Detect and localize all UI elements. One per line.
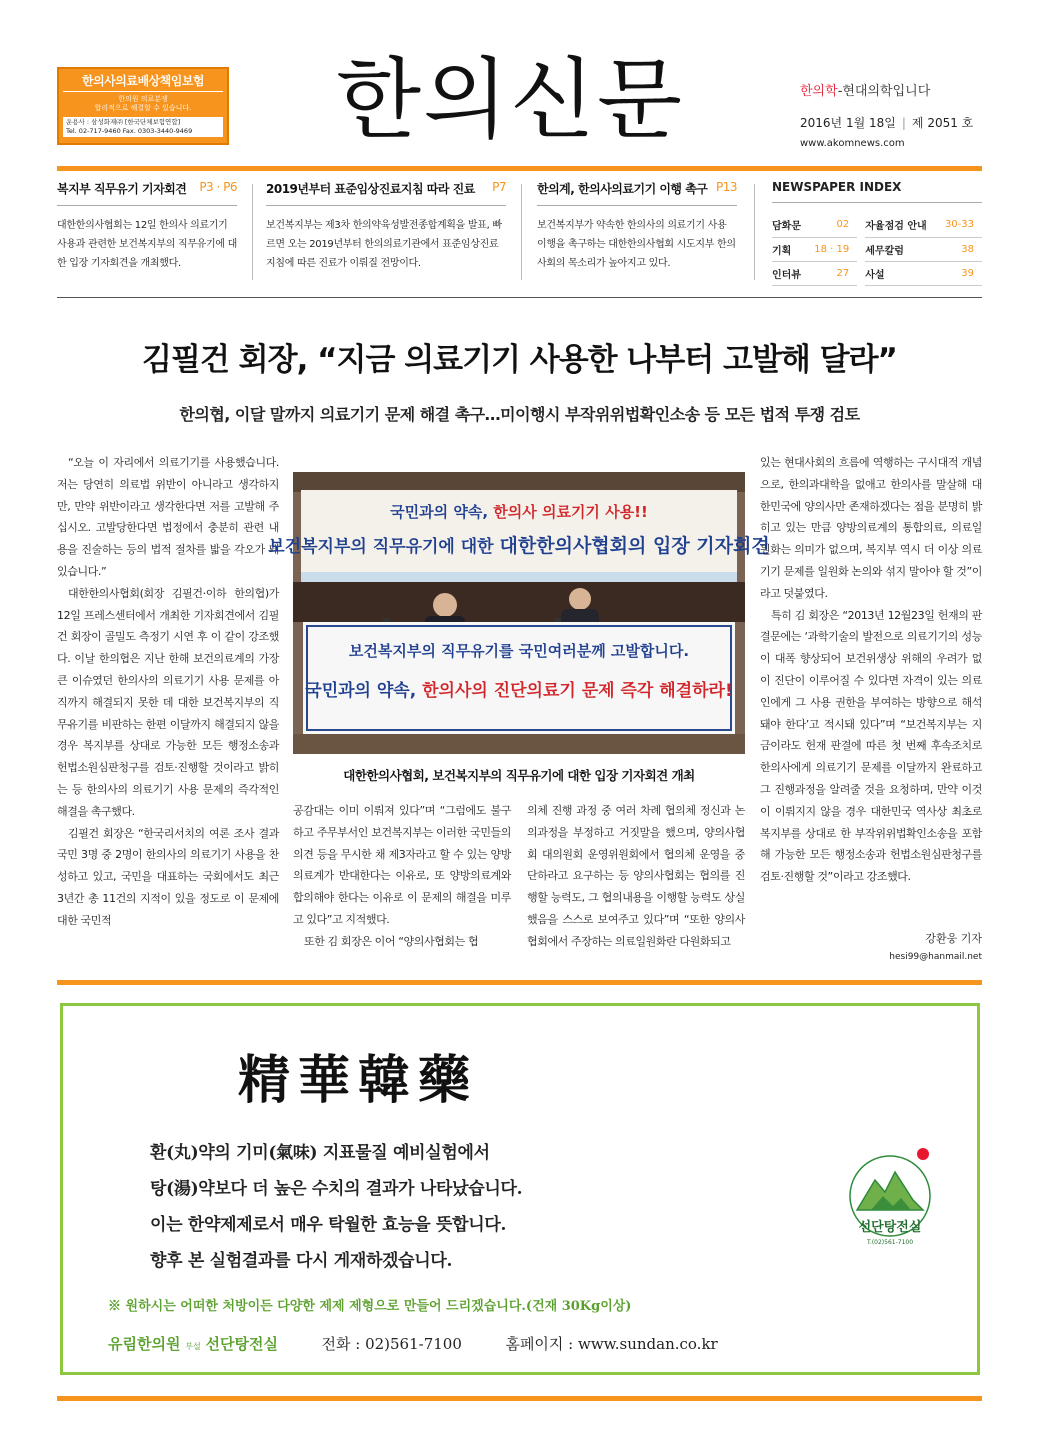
ad-brand: 유림한의원 — [108, 1335, 181, 1353]
logo-phone: T.(02)561-7100 — [866, 1239, 914, 1246]
brief-1[interactable]: 복지부 직무유기 기자회견 P3 · P6 대한한의사협회는 12일 한의사 의료기기 사용과 관련한 보건복지부의 직무유기에 대한 입장 기자회견을 개최했다. — [57, 180, 237, 269]
divider — [521, 184, 522, 280]
insurance-ad-sub: 한의원 의료분쟁 합리적으로 해결할 수 있습니다. — [94, 95, 192, 112]
slogan: 한의학-현대의학입니다 — [800, 84, 931, 99]
ad-rule-top — [57, 980, 982, 985]
index-row[interactable]: 인터뷰 27 사설 39 — [772, 261, 982, 285]
table-line2a: 국민과의 약속, — [305, 681, 423, 701]
ad-brand-2: 선단탕전실 — [205, 1335, 278, 1353]
article-headline: 김필건 회장, “지금 의료기기 사용한 나부터 고발해 달라” — [142, 342, 897, 378]
issue-date: 2016년 1월 18일 — [800, 116, 896, 130]
press-conference-photo — [268, 472, 770, 754]
index-row[interactable]: 담화문 02 자율점검 안내 30-33 — [772, 213, 982, 237]
banner-line1a: 국민과의 약속, — [390, 503, 494, 521]
divider — [754, 184, 755, 280]
ad-line-1: 환(丸)약의 기미(氣味) 지표물질 예비실험에서 — [150, 1143, 490, 1163]
ad-line-3: 이는 한약제제로서 매우 탁월한 효능을 뜻합니다. — [150, 1215, 507, 1235]
ad-website[interactable]: 홈페이지 : www.sundan.co.kr — [505, 1335, 718, 1353]
newspaper-title: 한의신문 — [335, 48, 685, 151]
article-subhead: 한의협, 이달 말까지 의료기기 문제 해결 촉구…미이행시 부작위위법확인소송 등 모든 법적 투쟁 검토 — [179, 405, 860, 424]
article-column-2: 공감대는 이미 이뤄져 있다”며 “그럼에도 불구하고 주무부서인 보건복지부는 이러한 국민들의 의견 등을 무시한 채 제3자라고 할 수 있는 양방의료계가 반대한다는 이유로, 또 양방의료계와 합의해야 한다는 이유로 이 문제의 해결을 미루고 있다”고 지적했다. 또한 김 회장은 이어 “양의사협회는 협 — [293, 804, 511, 948]
ad-footer: 유림한의원 부설 선단탕전실 전화 : 02)561-7100 홈페이지 : www.sundan.co.kr — [108, 1335, 718, 1353]
article-column-4: 있는 현대사회의 흐름에 역행하는 구시대적 개념으로, 한의과대학을 없애고 한의사를 말살해 대한민국에 양의사만 존재하겠다는 점을 분명히 밝히고 있는 만큼 양방의료계의 통합의료, 의료일원화는 의미가 없으며, 복지부 역시 더 이상 의료기기 문제를 일원화 논의와 섞지 말아야 할 것”이라고 덧붙였다. 특히 김 회장은 “2013년 12월23일 헌재의 판결문에는 ‘과학기술의 발전으로 의료기기의 성능이 대폭 향상되어 보건위생상 위해의 우려가 없이 진단이 이루어질 수 있다면 자격이 있는 의료인에게 그 사용 권한을 부여하는 방향으로 해석돼야 한다’고 적시돼 있다”며 “보건복지부는 지금이라도 헌재 판결에 따른 첫 번째 후속조치로 한의사에게 의료기기 문제를 이달까지 완료하고 그 진행과정을 알려줄 것을 요청하며, 만약 이것이 이뤄지지 않을 경우 대한민국 역사상 최초로 복지부를 상대로 한 부작위위법확인소송을 포함해 가능한 모든 행정소송과 헌법소원심판청구를 검토·진행할 것”이라고 강조했다. — [760, 456, 982, 884]
index-row[interactable]: 기획 18 · 19 세무칼럼 38 — [772, 237, 982, 261]
table-line2b: 한의사의 진단의료기 문제 즉각 해결하라! — [422, 681, 733, 701]
speaker-2 — [569, 588, 591, 610]
issue-number: 제 2051 호 — [911, 116, 974, 130]
brief-2[interactable]: 2019년부터 표준임상진료지침 따라 진료 P7 보건복지부는 제3차 한의약육성발전종합계획을 발표, 빠르면 오는 2019년부터 한의의료기관에서 표준임상진료지침에 따른 진료가 이뤄질 전망이다. — [266, 180, 506, 269]
svg-text:보건복지부의 직무유기에 대한 대한한의사협회의 입장 기자 — [268, 534, 769, 557]
banner-line2b: 대한한의사협회의 입장 기자회견 — [499, 535, 770, 557]
byline: 강환웅 기자 — [925, 932, 982, 945]
section-rule — [57, 297, 982, 298]
insurance-ad[interactable] — [57, 67, 229, 145]
ad-rule-bottom — [57, 1396, 982, 1401]
table-line1: 보건복지부의 직무유기를 국민여러분께 고발합니다. — [348, 642, 690, 660]
issue-info: 2016년 1월 18일 | 제 2051 호 — [800, 116, 974, 130]
ad-line-4: 향후 본 실험결과를 다시 게재하겠습니다. — [150, 1251, 453, 1271]
article-column-3: 의체 진행 과정 중 여러 차례 협의체 정신과 논의과정을 부정하고 거짓말을 했으며, 양의사협회 대의원회 운영위원회에서 협의체 운영을 중단하라고 요구하는 등 양의사협회는 협의를 진행할 능력도, 그 협의내용을 이행할 능력도 상실했음을 스스로 보여주고 있다”며 “또한 양의사협회에서 주장하는 의료일원화란 다원화되고 — [527, 804, 745, 948]
insurance-ad-title: 한의사의료배상책임보험 — [63, 72, 223, 92]
sun-icon — [917, 1148, 929, 1160]
logo-text: 선단탕전실 — [858, 1220, 922, 1235]
insurance-ad-contact: 운용사 : 삼성화재㈜ [한국단체보험연합] Tel. 02-717-9460 Fax. 0303-3440-9469 — [63, 117, 223, 137]
site-url[interactable]: www.akomnews.com — [800, 138, 905, 149]
index-title: NEWSPAPER INDEX — [772, 180, 982, 203]
ad-line-2: 탕(湯)약보다 더 높은 수치의 결과가 나타났습니다. — [150, 1179, 523, 1199]
sundan-logo — [835, 1144, 945, 1254]
brief-3[interactable]: 한의계, 한의사의료기기 이행 촉구 P13 보건복지부가 약속한 한의사의 의료기기 사용 이행을 촉구하는 대한한의사협회 시도지부 한의사회의 목소리가 높아지고 있다. — [537, 180, 737, 269]
banner-line2a: 보건복지부의 직무유기에 대한 — [268, 537, 500, 557]
newspaper-index — [772, 180, 982, 286]
ad-note: ※ 원하시는 어떠한 처방이든 다양한 제제 제형으로 만들어 드리겠습니다.(건재 30Kg이상) — [108, 1299, 632, 1314]
ad-title: 精華韓藥 — [238, 1050, 479, 1111]
svg-text:국민과의 약속, 한의사 의료기기 사용!! — [390, 503, 648, 521]
ad-phone: 전화 : 02)561-7100 — [321, 1335, 462, 1353]
speaker-1 — [433, 593, 457, 617]
top-rule — [57, 166, 982, 171]
sundan-ad[interactable] — [60, 1003, 980, 1375]
article-column-1: “오늘 이 자리에서 의료기기를 사용했습니다. 저는 당연히 의료법 위반이 아니라고 생각하지만, 만약 위반이라고 생각한다면 저를 고발해 주십시오. 고발당한다면 법정에서 충분히 관련 내용을 진술하는 등의 법적 절차를 밟을 각오가 돼 있습니다.” 대한한의사협회(회장 김필건·이하 한의협)가 12일 프레스센터에서 개최한 기자회견에서 김필건 회장이 골밀도 측정기 시연 후 이 같이 강조했다. 이날 한의협은 지난 한해 보건의료계의 가장 큰 이슈였던 한의사의 의료기기 사용 문제를 아직까지 해결되지 못한 데 대한 보건복지부의 직무유기를 비판하는 한편 이달까지 해결되지 않을 경우 복지부를 상대로 가능한 모든 행정소송과 헌법소원심판청구를 검토·진행할 것이라고 밝히는 등 한의사의 의료기기 사용 문제의 즉각적인 해결을 촉구했다. 김필건 회장은 “한국리서치의 여론 조사 결과 국민 3명 중 2명이 한의사의 의료기기 사용을 찬성하고 있고, 국민을 대표하는 국회에서도 최근 3년간 총 11건의 지적이 있을 정도로 이 문제에 대한 국민적 — [57, 456, 279, 927]
reporter-email[interactable]: hesi99@hanmail.net — [889, 952, 982, 962]
index-table — [772, 213, 982, 286]
banner-line1b: 한의사 의료기기 사용!! — [493, 503, 648, 521]
svg-text:국민과의 약속, 한의사의 진단의료기 문제 즉각 해결하라 — [305, 680, 732, 701]
photo-caption: 대한한의사협회, 보건복지부의 직무유기에 대한 입장 기자회견 개최 — [343, 768, 695, 783]
divider — [252, 184, 253, 280]
